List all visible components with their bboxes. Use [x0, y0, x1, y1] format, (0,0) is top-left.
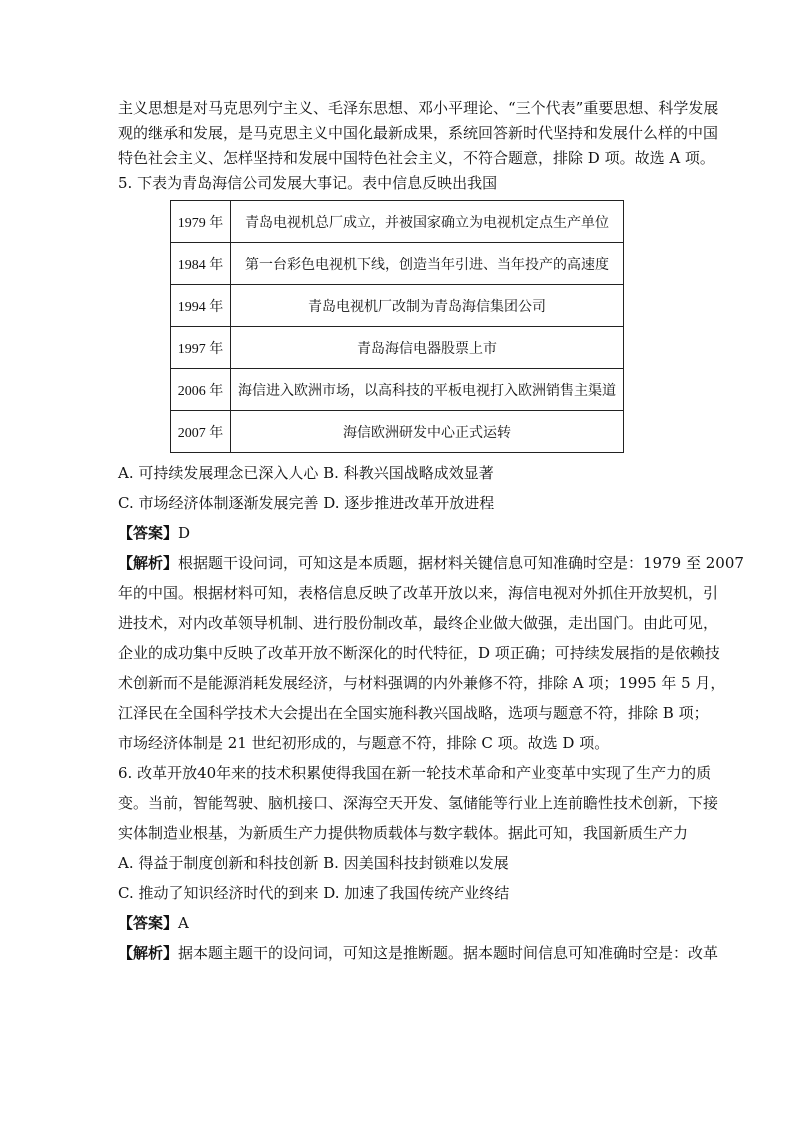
- question-stem: 变。当前，智能驾驶、脑机接口、深海空天开发、氢储能等行业上连前瞻性技术创新，下接: [118, 794, 719, 812]
- analysis-tag: 【解析】: [118, 944, 179, 962]
- text-line: 特色社会主义、怎样坚持和发展中国特色社会主义，不符合题意，排除 D 项。故选 A 项。: [118, 149, 715, 167]
- options-line: A. 得益于制度创新和科技创新 B. 因美国科技封锁难以发展: [118, 854, 509, 872]
- text-line: 主义思想是对马克思列宁主义、毛泽东思想、邓小平理论、“三个代表”重要思想、科学发展: [118, 99, 719, 117]
- intro-paragraph: [118, 96, 719, 171]
- answer-value: D: [178, 524, 191, 542]
- analysis-line: [118, 551, 744, 576]
- answer-value: A: [178, 914, 189, 932]
- options-line: C. 推动了知识经济时代的到来 D. 加速了我国传统产业终结: [118, 884, 510, 902]
- table-row: [171, 327, 624, 369]
- analysis-line: 术创新而不是能源消耗发展经济，与材料强调的内外兼修不符，排除 A 项；1995 年 5 月，: [118, 674, 726, 692]
- events-table: [170, 200, 624, 453]
- question-stem: 实体制造业根基，为新质生产力提供物质载体与数字载体。据此可知，我国新质生产力: [118, 824, 689, 842]
- analysis-line: 进技术，对内改革领导机制、进行股份制改革，最终企业做大做强，走出国门。由此可见，: [118, 614, 719, 632]
- analysis-line: 企业的成功集中反映了改革开放不断深化的时代特征，D 项正确；可持续发展指的是依赖技: [118, 644, 720, 662]
- table-row: [171, 285, 624, 327]
- options-line: C. 市场经济体制逐渐发展完善 D. 逐步推进改革开放进程: [118, 494, 495, 512]
- table-row: [171, 369, 624, 411]
- table-row: [171, 201, 624, 243]
- question-6: [118, 761, 719, 966]
- analysis-tag: 【解析】: [118, 554, 179, 572]
- event-cell: 海信欧洲研发中心正式运转: [231, 411, 624, 453]
- analysis-line: 市场经济体制是 21 世纪初形成的，与题意不符，排除 C 项。故选 D 项。: [118, 734, 610, 752]
- answer-tag: 【答案】: [118, 524, 179, 542]
- options-line: A. 可持续发展理念已深入人心 B. 科教兴国战略成效显著: [118, 464, 494, 482]
- text-line: 观的继承和发展，是马克思主义中国化最新成果，系统回答新时代坚持和发展什么样的中国: [118, 124, 719, 142]
- options: [118, 851, 678, 906]
- year-cell: 1997 年: [171, 327, 231, 369]
- event-cell: 海信进入欧洲市场，以高科技的平板电视打入欧洲销售主渠道: [231, 369, 624, 411]
- analysis-line: 江泽民在全国科学技术大会提出在全国实施科教兴国战略，选项与题意不符，排除 B 项；: [118, 704, 709, 722]
- answer-line: [118, 521, 678, 546]
- document-page: [118, 96, 744, 966]
- event-cell: 第一台彩色电视机下线，创造当年引进、当年投产的高速度: [231, 243, 624, 285]
- year-cell: 1979 年: [171, 201, 231, 243]
- analysis-text: 根据题干设问词，可知这是本质题，据材料关键信息可知准确时空是：1979 至 2007: [178, 554, 744, 572]
- question-5: [118, 171, 744, 756]
- answer-line: [118, 911, 678, 936]
- options: [118, 461, 678, 516]
- analysis-line: [118, 941, 719, 966]
- question-stem: 6. 改革开放40年来的技术积累使得我国在新一轮技术革命和产业变革中实现了生产力的质: [118, 764, 712, 782]
- year-cell: 1984 年: [171, 243, 231, 285]
- year-cell: 1994 年: [171, 285, 231, 327]
- table-row: [171, 243, 624, 285]
- table-row: [171, 411, 624, 453]
- year-cell: 2007 年: [171, 411, 231, 453]
- event-cell: 青岛海信电器股票上市: [231, 327, 624, 369]
- year-cell: 2006 年: [171, 369, 231, 411]
- answer-tag: 【答案】: [118, 914, 179, 932]
- analysis-text: 据本题主题干的设问词，可知这是推断题。据本题时间信息可知准确时空是：改革: [178, 944, 719, 962]
- event-cell: 青岛电视机总厂成立，并被国家确立为电视机定点生产单位: [231, 201, 624, 243]
- question-stem: 5. 下表为青岛海信公司发展大事记。表中信息反映出我国: [118, 174, 498, 192]
- event-cell: 青岛电视机厂改制为青岛海信集团公司: [231, 285, 624, 327]
- analysis-line: 年的中国。根据材料可知，表格信息反映了改革开放以来，海信电视对外抓住开放契机，引: [118, 584, 719, 602]
- analysis: [118, 551, 744, 756]
